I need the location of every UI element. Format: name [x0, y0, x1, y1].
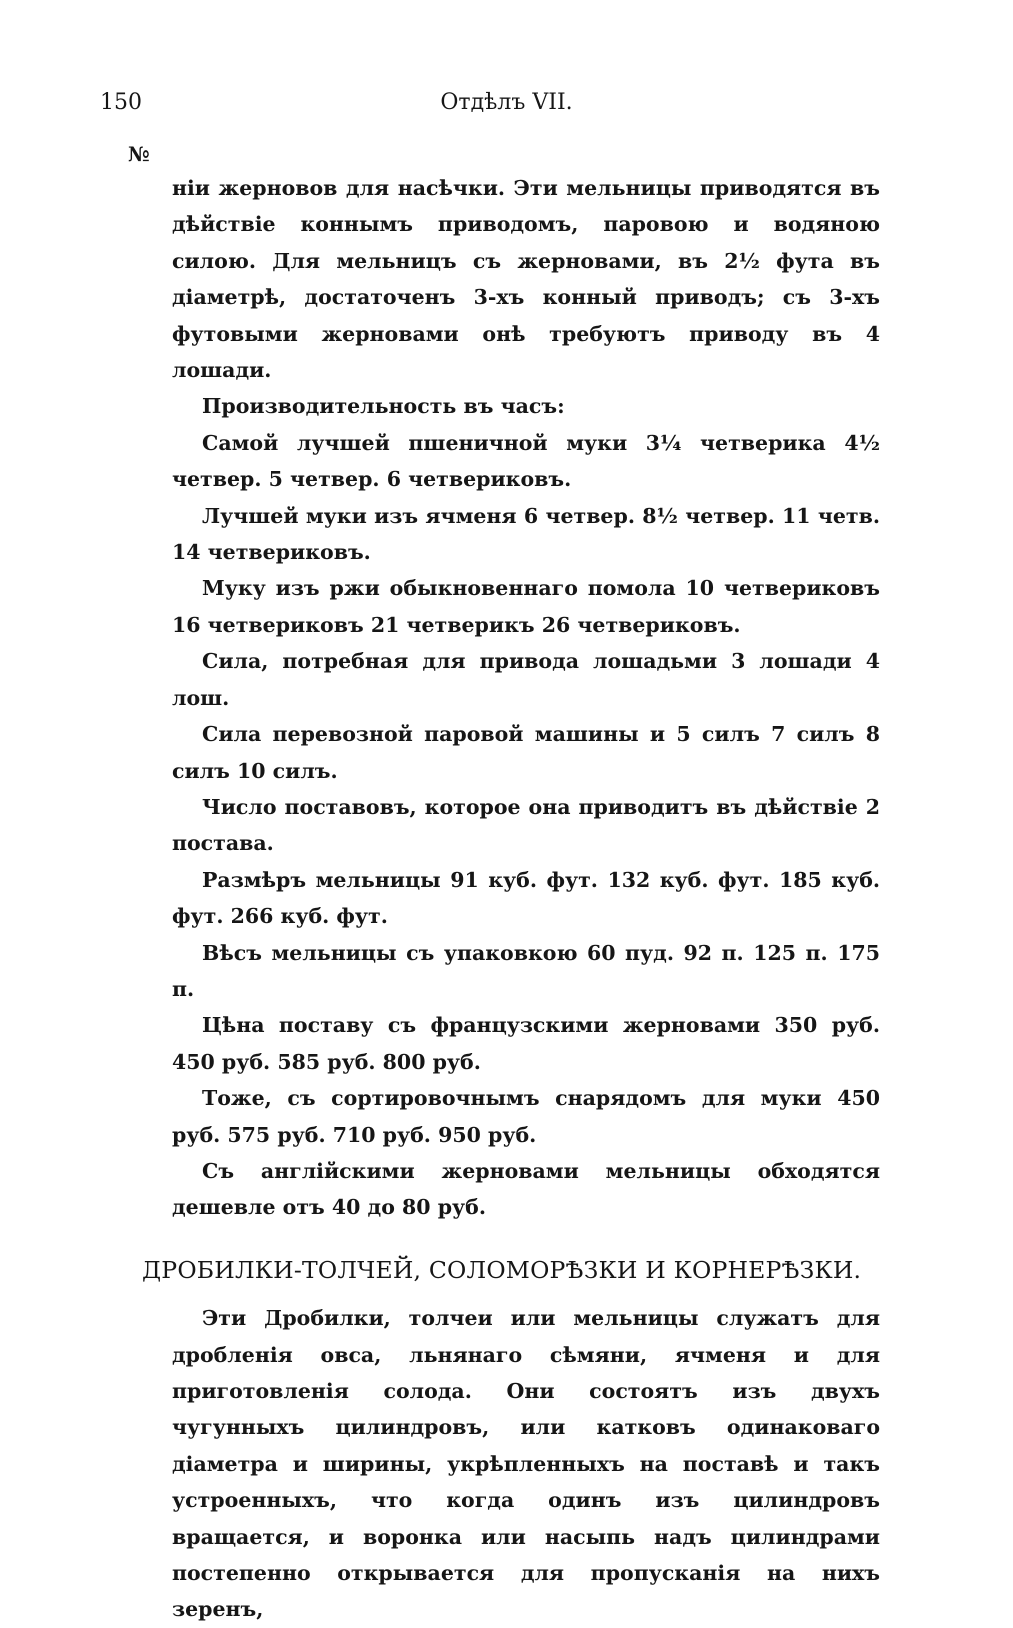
body-text: [142, 170, 880, 1628]
paragraph-price-english: Съ англійскими жерновами мельницы обходятся дешевле отъ 40 до 80 руб.: [172, 1158, 880, 1220]
page-header: [0, 90, 1013, 122]
paragraph-price-french: Цѣна поставу съ французскими жерновами 350 руб. 450 руб. 585 руб. 800 руб.: [172, 1013, 880, 1074]
paragraph-crushers: Эти Дробилки, толчеи или мельницы служатъ для дробленія овса, льнянаго сѣмяни, ячменя и для приготовленія солода. Они состоятъ изъ двухъ чугунныхъ цилиндровъ, или катковъ одинаковаго діаметра и ширины, укрѣпленныхъ на поставѣ и такъ устроенныхъ, что когда одинъ изъ цилиндровъ вращается, и воронка или насыпь надъ цилиндрами постепенно открывается для пропусканія на нихъ зеренъ,: [172, 1306, 880, 1622]
number-sign-mark: №: [128, 142, 150, 166]
section-heading: ДРОБИЛКИ-ТОЛЧЕЙ, СОЛОМОРѢЗКИ И КОРНЕРѢЗКИ.: [142, 1255, 862, 1284]
paragraph-price-sorting: Тоже, съ сортировочнымъ снарядомъ для муки 450 руб. 575 руб. 710 руб. 950 руб.: [172, 1086, 880, 1147]
paragraph-wheat-flour: Самой лучшей пшеничной муки 3¼ четверика 4½ четвер. 5 четвер. 6 четвериковъ.: [172, 430, 880, 492]
paragraph-mill-size: Размѣръ мельницы 91 куб. фут. 132 куб. фут. 185 куб. фут. 266 куб. фут.: [172, 867, 880, 929]
paragraph-millstones-count: Число поставовъ, которое она приводитъ въ дѣйствіе 2 постава.: [172, 794, 880, 856]
paragraph-productivity-heading: Производительность въ часъ:: [202, 394, 565, 419]
paragraph-barley-flour: Лучшей муки изъ ячменя 6 четвер. 8½ четвер. 11 четв. 14 четвериковъ.: [172, 503, 880, 565]
paragraph-horse-power: Сила, потребная для привода лошадьми 3 лошади 4 лош.: [172, 649, 880, 710]
paragraph-steam-power: Сила перевозной паровой машины и 5 силъ 7 силъ 8 силъ 10 силъ.: [172, 722, 880, 783]
paragraph-mill-weight: Вѣсъ мельницы съ упаковкою 60 пуд. 92 п. 125 п. 175 п.: [172, 940, 880, 1001]
paragraph-mills-intro: ніи жерновов для насѣчки. Эти мельницы приводятся въ дѣйствіе коннымъ приводомъ, паровою и водяною силою. Для мельницъ съ жерновами, въ 2½ фута въ діаметрѣ, достаточенъ 3-хъ конный приводъ; съ 3-хъ футовыми жерновами онѣ требуютъ приводу въ 4 лошади.: [172, 176, 880, 383]
paragraph-rye-flour: Муку изъ ржи обыкновеннаго помола 10 четвериковъ 16 четвериковъ 21 четверикъ 26 четвериковъ.: [172, 576, 880, 637]
running-title: Отдѣлъ VII.: [440, 90, 573, 115]
page-number: 150: [100, 90, 142, 115]
